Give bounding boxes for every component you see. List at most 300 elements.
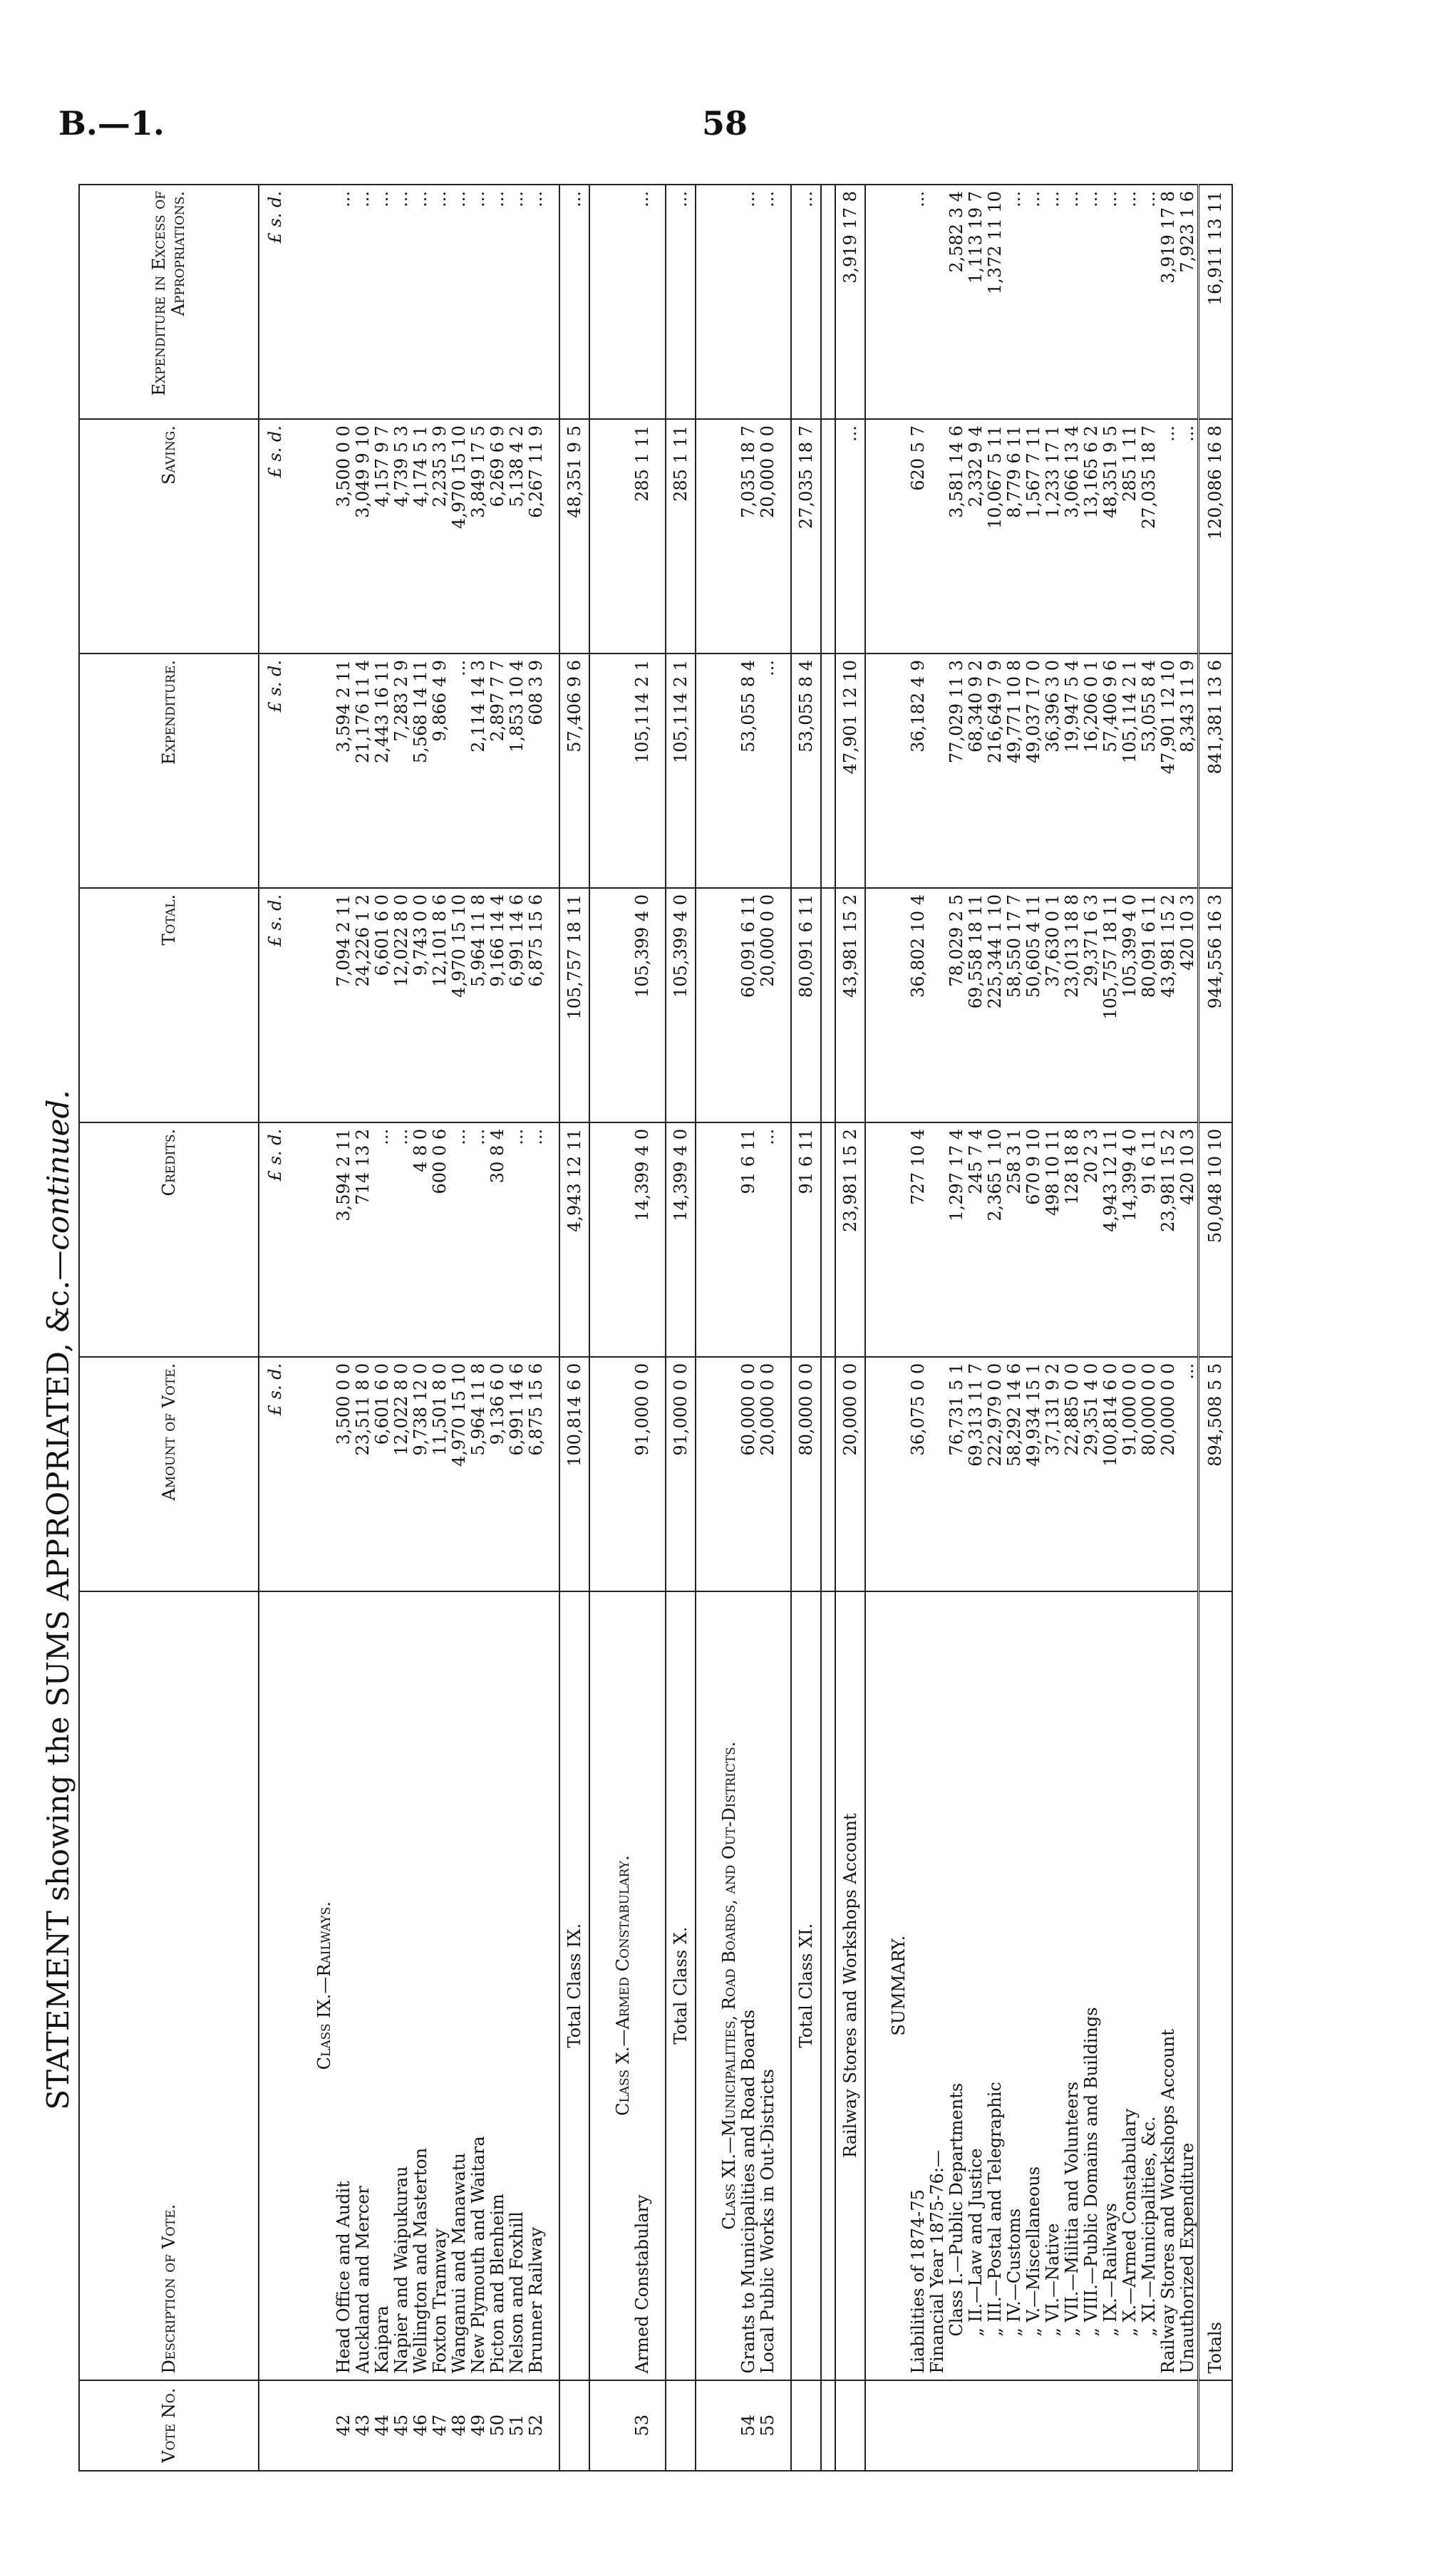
- saving-cell: ...: [1159, 419, 1178, 654]
- excess-cell: ...: [334, 191, 353, 207]
- total-cell: 6,991 14 6: [507, 888, 527, 1122]
- table-row: [411, 185, 430, 2471]
- total-cell: 105,399 4 0: [1120, 888, 1140, 1122]
- total-cell: 69,558 18 11: [966, 888, 986, 1122]
- total-cell: [652, 888, 666, 1122]
- amount-cell: 36,075 0 0: [909, 1357, 928, 1591]
- vote-no-cell: 51: [507, 2380, 527, 2471]
- vote-no-cell: [865, 2380, 909, 2471]
- excess-cell: ...: [353, 191, 373, 207]
- exp-cell: 105,114 2 1: [1120, 654, 1140, 888]
- excess-cell: 1,372 11 10: [985, 191, 1005, 295]
- exp-cell: 2,114 14 3: [469, 654, 488, 888]
- credits-cell: ...: [527, 1122, 546, 1357]
- saving-cell: [589, 419, 633, 654]
- table-row: [739, 185, 758, 2471]
- vote-no-cell: [1120, 2380, 1140, 2471]
- saving-cell: [291, 419, 334, 654]
- table-row: [430, 185, 450, 2471]
- total-cell: 5,964 11 8: [469, 888, 488, 1122]
- saving-cell: 3,049 9 10: [353, 419, 373, 654]
- excess-cell: ...: [738, 191, 758, 207]
- description-cell: Kaipara: [373, 1591, 392, 2380]
- total-cell: 80,091 6 11: [791, 888, 821, 1122]
- vote-no-cell: [909, 2380, 928, 2471]
- saving-cell: [696, 419, 739, 654]
- description-cell: Grants to Municipalities and Road Boards: [739, 1591, 758, 2380]
- col-amount-of-vote: Amount of Vote.: [79, 1357, 259, 1591]
- description-cell: Total Class XI.: [791, 1591, 821, 2380]
- saving-cell: 4,157 9 7: [373, 419, 392, 654]
- saving-cell: 48,351 9 5: [559, 419, 589, 654]
- excess-cell: 2,582 3 4: [946, 191, 966, 273]
- table-row: [373, 185, 392, 2471]
- amount-cell: 12,022 8 0: [392, 1357, 411, 1591]
- table-row: [527, 185, 546, 2471]
- amount-cell: [589, 1357, 633, 1591]
- total-cell: 60,091 6 11: [739, 888, 758, 1122]
- exp-cell: [821, 654, 835, 888]
- vote-no-cell: 50: [488, 2380, 507, 2471]
- excess-cell: 7,923 1 6: [1177, 191, 1197, 273]
- amount-cell: 6,601 6 0: [373, 1357, 392, 1591]
- credits-cell: 23,981 15 2: [835, 1122, 865, 1357]
- credits-cell: 2,365 1 10: [986, 1122, 1005, 1357]
- col-total: Total.: [79, 888, 259, 1122]
- excess-cell: [546, 185, 559, 419]
- amount-cell: [652, 1357, 666, 1591]
- amount-cell: 29,351 4 0: [1082, 1357, 1101, 1591]
- exp-cell: 5,568 14 11: [411, 654, 430, 888]
- total-cell: [928, 888, 947, 1122]
- excess-cell: [778, 185, 791, 419]
- saving-cell: 1,233 17 1: [1043, 419, 1063, 654]
- vote-no-cell: 52: [527, 2380, 546, 2471]
- saving-cell: 285 1 11: [633, 419, 652, 654]
- total-cell: 43,981 15 2: [835, 888, 865, 1122]
- excess-cell: ...: [1120, 191, 1140, 207]
- total-cell: 105,757 18 11: [559, 888, 589, 1122]
- vote-no-cell: [1024, 2380, 1043, 2471]
- exp-cell: 36,396 3 0: [1043, 654, 1063, 888]
- exp-cell: [928, 654, 947, 888]
- total-cell: [291, 888, 334, 1122]
- exp-cell: 16,206 0 1: [1082, 654, 1101, 888]
- credits-cell: [546, 1122, 559, 1357]
- credits-cell: 4 8 0: [411, 1122, 430, 1357]
- exp-cell: 36,182 4 9: [909, 654, 928, 888]
- total-cell: 12,101 8 6: [430, 888, 450, 1122]
- description-cell: New Plymouth and Waitara: [469, 1591, 488, 2380]
- vote-no-cell: 46: [411, 2380, 430, 2471]
- vote-no-cell: 55: [758, 2380, 778, 2471]
- vote-no-cell: [1140, 2380, 1159, 2471]
- credits-cell: 20 2 3: [1082, 1122, 1101, 1357]
- summary-row: [1120, 185, 1140, 2471]
- amount-cell: 80,000 0 0: [1140, 1357, 1159, 1591]
- vote-no-cell: 49: [469, 2380, 488, 2471]
- exp-cell: 9,866 4 9: [430, 654, 450, 888]
- total-cell: 105,399 4 0: [666, 888, 696, 1122]
- credits-cell: [821, 1122, 835, 1357]
- saving-cell: 20,000 0 0: [758, 419, 778, 654]
- amount-cell: [778, 1357, 791, 1591]
- excess-cell: ...: [666, 185, 696, 419]
- total-cell: 50,605 4 11: [1024, 888, 1043, 1122]
- total-cell: 9,743 0 0: [411, 888, 430, 1122]
- summary-row: [909, 185, 928, 2471]
- saving-cell: 4,970 15 10: [450, 419, 469, 654]
- amount-cell: 69,313 11 7: [966, 1357, 986, 1591]
- summary-row: [947, 185, 966, 2471]
- total-cell: [696, 888, 739, 1122]
- vote-no-cell: [666, 2380, 696, 2471]
- saving-cell: 4,174 5 1: [411, 419, 430, 654]
- saving-cell: 27,035 18 7: [791, 419, 821, 654]
- amount-cell: 37,131 9 2: [1043, 1357, 1063, 1591]
- saving-cell: [928, 419, 947, 654]
- summary-row: [1024, 185, 1043, 2471]
- description-cell: Nelson and Foxhill: [507, 1591, 527, 2380]
- excess-cell: ...: [1004, 191, 1024, 207]
- excess-cell: ...: [507, 191, 527, 207]
- excess-cell: ...: [449, 191, 469, 207]
- units-cell: £ s. d.: [259, 1357, 291, 1591]
- vote-no-cell: [821, 2380, 835, 2471]
- amount-cell: 5,964 11 8: [469, 1357, 488, 1591]
- title-main: STATEMENT showing the SUMS APPROPRIATED, &c.—: [41, 1250, 76, 2110]
- saving-cell: 3,849 17 5: [469, 419, 488, 654]
- excess-cell: 3,919 17 8: [1158, 191, 1178, 284]
- exp-cell: [291, 654, 334, 888]
- units-cell: £ s. d.: [259, 654, 291, 888]
- summary-row: [1082, 185, 1101, 2471]
- description-cell: Local Public Works in Out-Districts: [758, 1591, 778, 2380]
- description-cell: Head Office and Audit: [334, 1591, 353, 2380]
- summary-row: [1140, 185, 1159, 2471]
- amount-cell: 60,000 0 0: [739, 1357, 758, 1591]
- excess-cell: ...: [632, 191, 652, 207]
- excess-cell: ...: [1081, 191, 1101, 207]
- amount-cell: 6,875 15 6: [527, 1357, 546, 1591]
- total-cell: 20,000 0 0: [758, 888, 778, 1122]
- amount-cell: 6,991 14 6: [507, 1357, 527, 1591]
- total-cell: 105,399 4 0: [633, 888, 652, 1122]
- description-cell: [652, 1591, 666, 2380]
- excess-cell: ...: [468, 191, 488, 207]
- vote-no-cell: [928, 2380, 947, 2471]
- description-cell: Class X.—Armed Constabulary.: [589, 1591, 633, 2380]
- grand-total-row: [1199, 185, 1233, 2471]
- units-row: [259, 185, 291, 2471]
- excess-cell: ...: [791, 185, 821, 419]
- amount-cell: [696, 1357, 739, 1591]
- excess-cell: ...: [758, 191, 778, 207]
- excess-cell: ...: [1062, 191, 1082, 207]
- exp-cell: 608 3 9: [527, 654, 546, 888]
- saving-cell: [778, 419, 791, 654]
- total-cell: 23,013 18 8: [1063, 888, 1082, 1122]
- credits-cell: [589, 1122, 633, 1357]
- saving-cell: 48,351 9 5: [1101, 419, 1120, 654]
- units-cell: £ s. d.: [259, 1122, 291, 1357]
- credits-cell: 1,297 17 4: [947, 1122, 966, 1357]
- vote-no-cell: [559, 2380, 589, 2471]
- credits-cell: [865, 1122, 909, 1357]
- amount-cell: 91,000 0 0: [1120, 1357, 1140, 1591]
- credits-cell: 30 8 4: [488, 1122, 507, 1357]
- excess-cell: [589, 185, 633, 419]
- saving-cell: 7,035 18 7: [739, 419, 758, 654]
- page-number: 58: [702, 104, 748, 143]
- summary-row: [1063, 185, 1082, 2471]
- credits-cell: 714 13 2: [353, 1122, 373, 1357]
- page-reference: B.—1.: [58, 104, 165, 143]
- vote-no-cell: 44: [373, 2380, 392, 2471]
- saving-cell: 13,165 6 2: [1082, 419, 1101, 654]
- col-vote-no: Vote No.: [79, 2380, 259, 2471]
- excess-cell: [928, 185, 947, 419]
- vote-no-cell: [1005, 2380, 1024, 2471]
- exp-cell: [589, 654, 633, 888]
- table-row: [334, 185, 353, 2471]
- description-cell: Liabilities of 1874-75: [909, 1591, 928, 2380]
- summary-row: [928, 185, 947, 2471]
- saving-cell: 2,235 3 9: [430, 419, 450, 654]
- title-continued: continued.: [41, 1090, 76, 1251]
- amount-cell: 91,000 0 0: [633, 1357, 652, 1591]
- total-cell: 12,022 8 0: [392, 888, 411, 1122]
- credits-cell: 50,048 10 10: [1199, 1122, 1233, 1357]
- total-cell: 6,875 15 6: [527, 888, 546, 1122]
- vote-no-cell: 54: [739, 2380, 758, 2471]
- saving-cell: 10,067 5 11: [986, 419, 1005, 654]
- credits-cell: 14,399 4 0: [1120, 1122, 1140, 1357]
- total-cell: 43,981 15 2: [1159, 888, 1178, 1122]
- total-cell: 944,556 16 3: [1199, 888, 1233, 1122]
- excess-cell: ...: [1023, 191, 1043, 207]
- summary-row: [1101, 185, 1120, 2471]
- vote-no-cell: [291, 2380, 334, 2471]
- summary-row: [986, 185, 1005, 2471]
- credits-cell: 245 7 4: [966, 1122, 986, 1357]
- credits-cell: 128 18 8: [1063, 1122, 1082, 1357]
- saving-cell: 4,739 5 3: [392, 419, 411, 654]
- total-cell: [778, 888, 791, 1122]
- vote-no-cell: [1178, 2380, 1199, 2471]
- credits-cell: 91 6 11: [791, 1122, 821, 1357]
- vote-no-cell: [966, 2380, 986, 2471]
- credits-cell: 14,399 4 0: [633, 1122, 652, 1357]
- credits-cell: 4,943 12 11: [559, 1122, 589, 1357]
- credits-cell: 4,943 12 11: [1101, 1122, 1120, 1357]
- table-row: [353, 185, 373, 2471]
- exp-cell: [696, 654, 739, 888]
- credits-cell: [652, 1122, 666, 1357]
- credits-cell: [778, 1122, 791, 1357]
- summary-row: [1005, 185, 1024, 2471]
- amount-cell: 76,731 5 1: [947, 1357, 966, 1591]
- summary-row: [1159, 185, 1178, 2471]
- credits-cell: 420 10 3: [1178, 1122, 1199, 1357]
- total-cell: [546, 888, 559, 1122]
- saving-cell: 3,066 13 4: [1063, 419, 1082, 654]
- credits-cell: ...: [469, 1122, 488, 1357]
- credits-cell: 23,981 15 2: [1159, 1122, 1178, 1357]
- excess-cell: [696, 185, 739, 419]
- description-cell: Foxton Tramway: [430, 1591, 450, 2380]
- spacer-row: [778, 185, 791, 2471]
- total-cell: 105,757 18 11: [1101, 888, 1120, 1122]
- appropriations-table: [78, 184, 1233, 2472]
- exp-cell: 53,055 8 4: [791, 654, 821, 888]
- description-cell: [259, 1591, 291, 2380]
- description-cell: [778, 1591, 791, 2380]
- amount-cell: [928, 1357, 947, 1591]
- saving-cell: 27,035 18 7: [1140, 419, 1159, 654]
- amount-cell: 23,511 8 0: [353, 1357, 373, 1591]
- amount-cell: 91,000 0 0: [666, 1357, 696, 1591]
- description-cell: Railway Stores and Workshops Account: [1159, 1591, 1178, 2380]
- excess-cell: ...: [908, 191, 928, 207]
- exp-cell: [778, 654, 791, 888]
- credits-cell: 91 6 11: [739, 1122, 758, 1357]
- credits-cell: 670 9 10: [1024, 1122, 1043, 1357]
- table-row: [507, 185, 527, 2471]
- description-cell: Total Class IX.: [559, 1591, 589, 2380]
- description-cell: „ VII.—Militia and Volunteers: [1063, 1591, 1082, 2380]
- description-cell: Brunner Railway: [527, 1591, 546, 2380]
- units-cell: £ s. d.: [259, 888, 291, 1122]
- summary-row: [966, 185, 986, 2471]
- description-cell: „ XI.—Municipalities, &c.: [1140, 1591, 1159, 2380]
- col-saving: Saving.: [79, 419, 259, 654]
- total-cell: [589, 888, 633, 1122]
- credits-cell: [291, 1122, 334, 1357]
- exp-cell: 2,443 16 11: [373, 654, 392, 888]
- saving-cell: ...: [1178, 419, 1199, 654]
- exp-cell: 49,037 17 0: [1024, 654, 1043, 888]
- amount-cell: 49,934 15 1: [1024, 1357, 1043, 1591]
- amount-cell: ...: [1178, 1357, 1199, 1591]
- excess-cell: ...: [372, 191, 392, 207]
- vote-no-cell: 48: [450, 2380, 469, 2471]
- amount-cell: 80,000 0 0: [791, 1357, 821, 1591]
- description-cell: „ III.—Postal and Telegraphic: [986, 1591, 1005, 2380]
- excess-cell: [821, 185, 835, 419]
- exp-cell: [546, 654, 559, 888]
- description-cell: [821, 1591, 835, 2380]
- excess-cell: [291, 185, 334, 419]
- exp-cell: 2,897 7 7: [488, 654, 507, 888]
- saving-cell: 6,267 11 9: [527, 419, 546, 654]
- exp-cell: 1,853 10 4: [507, 654, 527, 888]
- amount-cell: 222,979 0 0: [986, 1357, 1005, 1591]
- total-cell: 58,550 17 7: [1005, 888, 1024, 1122]
- vote-no-cell: [791, 2380, 821, 2471]
- column-header-row: [79, 185, 259, 2471]
- credits-cell: ...: [373, 1122, 392, 1357]
- exp-cell: 19,947 5 4: [1063, 654, 1082, 888]
- vote-no-cell: [986, 2380, 1005, 2471]
- description-cell: Totals: [1199, 1591, 1233, 2380]
- total-cell: 9,166 14 4: [488, 888, 507, 1122]
- exp-cell: 49,771 10 8: [1005, 654, 1024, 888]
- saving-cell: [652, 419, 666, 654]
- vote-no-cell: 53: [633, 2380, 652, 2471]
- total-cell: 36,802 10 4: [909, 888, 928, 1122]
- excess-cell: 1,113 19 7: [966, 191, 986, 284]
- exp-cell: 57,406 9 6: [559, 654, 589, 888]
- vote-no-cell: [589, 2380, 633, 2471]
- vote-no-cell: [835, 2380, 865, 2471]
- excess-cell: [652, 185, 666, 419]
- description-cell: „ VIII.—Public Domains and Buildings: [1082, 1591, 1101, 2380]
- section-heading-row: [696, 185, 739, 2471]
- exp-cell: 105,114 2 1: [633, 654, 652, 888]
- table-row: [488, 185, 507, 2471]
- vote-no-cell: [259, 2380, 291, 2471]
- vote-no-cell: [696, 2380, 739, 2471]
- vote-no-cell: [1101, 2380, 1120, 2471]
- col-credits: Credits.: [79, 1122, 259, 1357]
- credits-cell: 727 10 4: [909, 1122, 928, 1357]
- summary-row: [1043, 185, 1063, 2471]
- excess-cell: ...: [430, 191, 450, 207]
- amount-cell: 20,000 0 0: [835, 1357, 865, 1591]
- vote-no-cell: [1159, 2380, 1178, 2471]
- excess-cell: ...: [487, 191, 507, 207]
- section-heading-row: [291, 185, 334, 2471]
- vote-no-cell: 42: [334, 2380, 353, 2471]
- excess-cell: [865, 185, 909, 419]
- description-cell: „ V.—Miscellaneous: [1024, 1591, 1043, 2380]
- spacer-row: [821, 185, 835, 2471]
- summary-heading-row: [865, 185, 909, 2471]
- excess-cell: ...: [1043, 191, 1063, 207]
- total-cell: 420 10 3: [1178, 888, 1199, 1122]
- saving-cell: 2,332 9 4: [966, 419, 986, 654]
- exp-cell: 47,901 12 10: [1159, 654, 1178, 888]
- saving-cell: [821, 419, 835, 654]
- vote-no-cell: 43: [353, 2380, 373, 2471]
- exp-cell: 47,901 12 10: [835, 654, 865, 888]
- description-cell: „ IX.—Railways: [1101, 1591, 1120, 2380]
- excess-cell: ...: [526, 191, 546, 207]
- credits-cell: ...: [758, 1122, 778, 1357]
- section-total-row: [791, 185, 821, 2471]
- saving-cell: 285 1 11: [666, 419, 696, 654]
- saving-cell: 285 1 11: [1120, 419, 1140, 654]
- description-cell: Railway Stores and Workshops Account: [835, 1591, 865, 2380]
- saving-cell: 3,581 14 6: [947, 419, 966, 654]
- exp-cell: 57,406 9 6: [1101, 654, 1120, 888]
- exp-cell: [652, 654, 666, 888]
- vote-no-cell: [1063, 2380, 1082, 2471]
- saving-cell: 6,269 6 9: [488, 419, 507, 654]
- exp-cell: 77,029 11 3: [947, 654, 966, 888]
- description-cell: Class I.—Public Departments: [947, 1591, 966, 2380]
- amount-cell: 3,500 0 0: [334, 1357, 353, 1591]
- exp-cell: 21,176 11 4: [353, 654, 373, 888]
- description-cell: Financial Year 1875-76:—: [928, 1591, 947, 2380]
- credits-cell: 14,399 4 0: [666, 1122, 696, 1357]
- total-cell: 7,094 2 11: [334, 888, 353, 1122]
- vote-no-cell: [1082, 2380, 1101, 2471]
- amount-cell: 894,508 5 5: [1199, 1357, 1233, 1591]
- credits-cell: ...: [507, 1122, 527, 1357]
- credits-cell: ...: [450, 1122, 469, 1357]
